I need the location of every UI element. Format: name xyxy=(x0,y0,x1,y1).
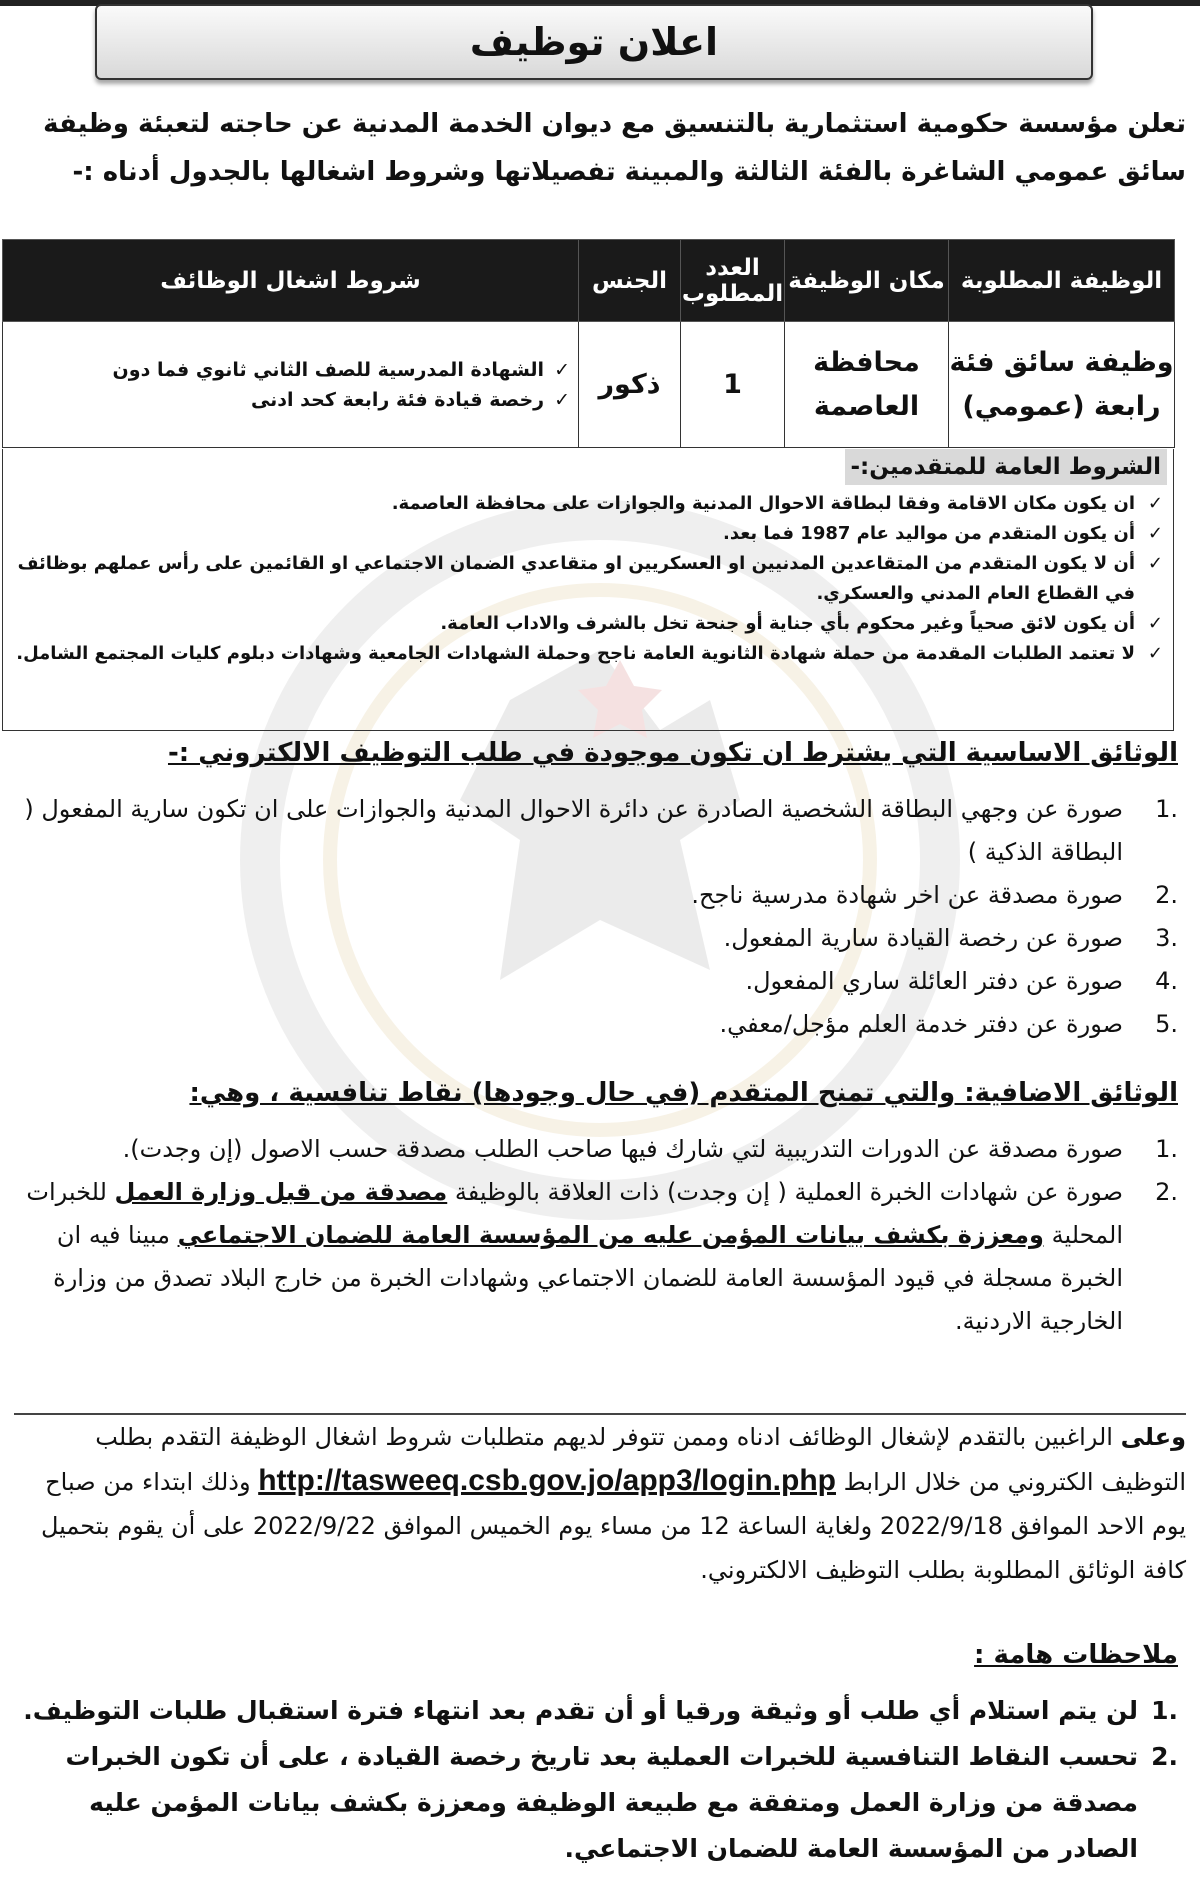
list-item: 5. صورة عن دفتر خدمة العلم مؤجل/معفي. xyxy=(719,1010,1178,1038)
header-gender: الجنس xyxy=(579,240,681,322)
title-text: اعلان توظيف xyxy=(469,20,719,64)
list-item: ✓ ان يكون مكان الاقامة وفقا لبطاقة الاحوال المدنية والجوازات على محافظة العاصمة. xyxy=(13,489,1163,519)
list-item: ✓ أن لا يكون المتقدم من المتقاعدين المدنيين او العسكريين او متقاعدي الضمان الاجتماعي او القائمين على رأس عملهم بوظائف في القطاع العام المدني والعسكري. xyxy=(13,549,1163,609)
cell-conditions xyxy=(3,322,579,448)
table-row xyxy=(3,322,1175,448)
cell-place: محافظة العاصمة xyxy=(785,322,949,448)
cell-count: 1 xyxy=(681,322,785,448)
extra-docs-title: الوثائق الاضافية: والتي تمنح المتقدم (في حال وجودها) نقاط تنافسية ، وهي: xyxy=(189,1078,1178,1108)
list-item: 1. لن يتم استلام أي طلب أو وثيقة ورقيا أو أن تقدم بعد انتهاء فترة استقبال طلبات التوظيف. xyxy=(23,1696,1178,1725)
notes-list xyxy=(18,1688,1178,1872)
list-item: 2. صورة عن شهادات الخبرة العملية ( إن وجدت) ذات العلاقة بالوظيفة مصدقة من قبل وزارة العمل للخبرات المحلية ومعززة بكشف بيانات المؤمن عليه من المؤسسة العامة للضمان الاجتماعي مبينا فيه ان الخبرة مسجلة في قيود المؤسسة العامة للضمان الاجتماعي وشهادات الخبرة من خارج البلاد تصدق من وزارة الخارجية الاردنية. xyxy=(26,1178,1178,1335)
intro-paragraph: تعلن مؤسسة حكومية استثمارية بالتنسيق مع ديوان الخدمة المدنية عن حاجته لتعبئة وظيفة سائق عمومي الشاغرة بالفئة الثالثة والمبينة تفصيلاتها وشروط اشغالها بالجدول أدناه :- xyxy=(43,109,1186,187)
header-job: الوظيفة المطلوبة xyxy=(949,240,1175,322)
header-conditions: شروط اشغال الوظائف xyxy=(3,240,579,322)
announcement-title xyxy=(95,4,1093,80)
list-item: 4. صورة عن دفتر العائلة ساري المفعول. xyxy=(745,967,1178,995)
cell-gender: ذكور xyxy=(579,322,681,448)
list-item: ✓ رخصة قيادة فئة رابعة كحد ادنى xyxy=(11,385,570,415)
jobs-table xyxy=(2,239,1175,448)
notes-title: ملاحظات هامة : xyxy=(974,1640,1178,1670)
list-item: 2. صورة مصدقة عن اخر شهادة مدرسية ناجح. xyxy=(691,881,1178,909)
list-item: ✓ لا تعتمد الطلبات المقدمة من حملة شهادة الثانوية العامة ناجح وحملة الشهادات الجامعية وشهادات دبلوم كليات المجتمع الشامل. xyxy=(13,639,1163,669)
list-item: ✓ أن يكون المتقدم من مواليد عام 1987 فما بعد. xyxy=(13,519,1163,549)
list-item: ✓ الشهادة المدرسية للصف الثاني ثانوي فما دون xyxy=(11,355,570,385)
list-item: 1. صورة عن وجهي البطاقة الشخصية الصادرة عن دائرة الاحوال المدنية والجوازات على ان تكون سارية المفعول ( البطاقة الذكية ) xyxy=(24,795,1178,866)
apply-paragraph: وعلى الراغبين بالتقدم لإشغال الوظائف ادناه وممن تتوفر لديهم متطلبات شروط اشغال الوظيفة التقدم بطلب التوظيف الكتروني من خلال الرابط http://tasweeq.csb.gov.jo/app3/login.php وذلك ابتداء من صباح يوم الاحد الموافق 2022/9/18 ولغاية الساعة 12 من مساء يوم الخميس الموافق 2022/9/22 على أن يقوم بتحميل كافة الوثائق المطلوبة بطلب التوظيف الالكتروني. xyxy=(41,1423,1186,1584)
basic-docs-title: الوثائق الاساسية التي يشترط ان تكون موجودة في طلب التوظيف الالكتروني :- xyxy=(167,738,1178,768)
list-item: 3. صورة عن رخصة القيادة سارية المفعول. xyxy=(723,924,1178,952)
list-item: ✓ أن يكون لائق صحياً وغير محكوم بأي جناية أو جنحة تخل بالشرف والاداب العامة. xyxy=(13,609,1163,639)
cell-job: وظيفة سائق فئة رابعة (عمومي) xyxy=(949,322,1175,448)
basic-docs-list xyxy=(18,788,1178,1046)
list-item: 1. صورة مصدقة عن الدورات التدريبية لتي شارك فيها صاحب الطلب مصدقة حسب الاصول (إن وجدت). xyxy=(122,1135,1178,1163)
header-place: مكان الوظيفة xyxy=(785,240,949,322)
general-conditions-box xyxy=(2,449,1174,731)
general-conditions-title: الشروط العامة للمتقدمين:- xyxy=(845,449,1168,485)
extra-docs-list xyxy=(18,1128,1178,1343)
application-link[interactable]: http://tasweeq.csb.gov.jo/app3/login.php xyxy=(258,1464,836,1497)
header-count: العدد المطلوب xyxy=(681,240,785,322)
list-item: 2. تحسب النقاط التنافسية للخبرات العملية بعد تاريخ رخصة القيادة ، على أن تكون الخبرات مصدقة من وزارة العمل ومتفقة مع طبيعة الوظيفة ومعززة بكشف بيانات المؤمن عليه الصادر من المؤسسة العامة للضمان الاجتماعي. xyxy=(65,1742,1178,1863)
table-header-row xyxy=(3,240,1175,322)
